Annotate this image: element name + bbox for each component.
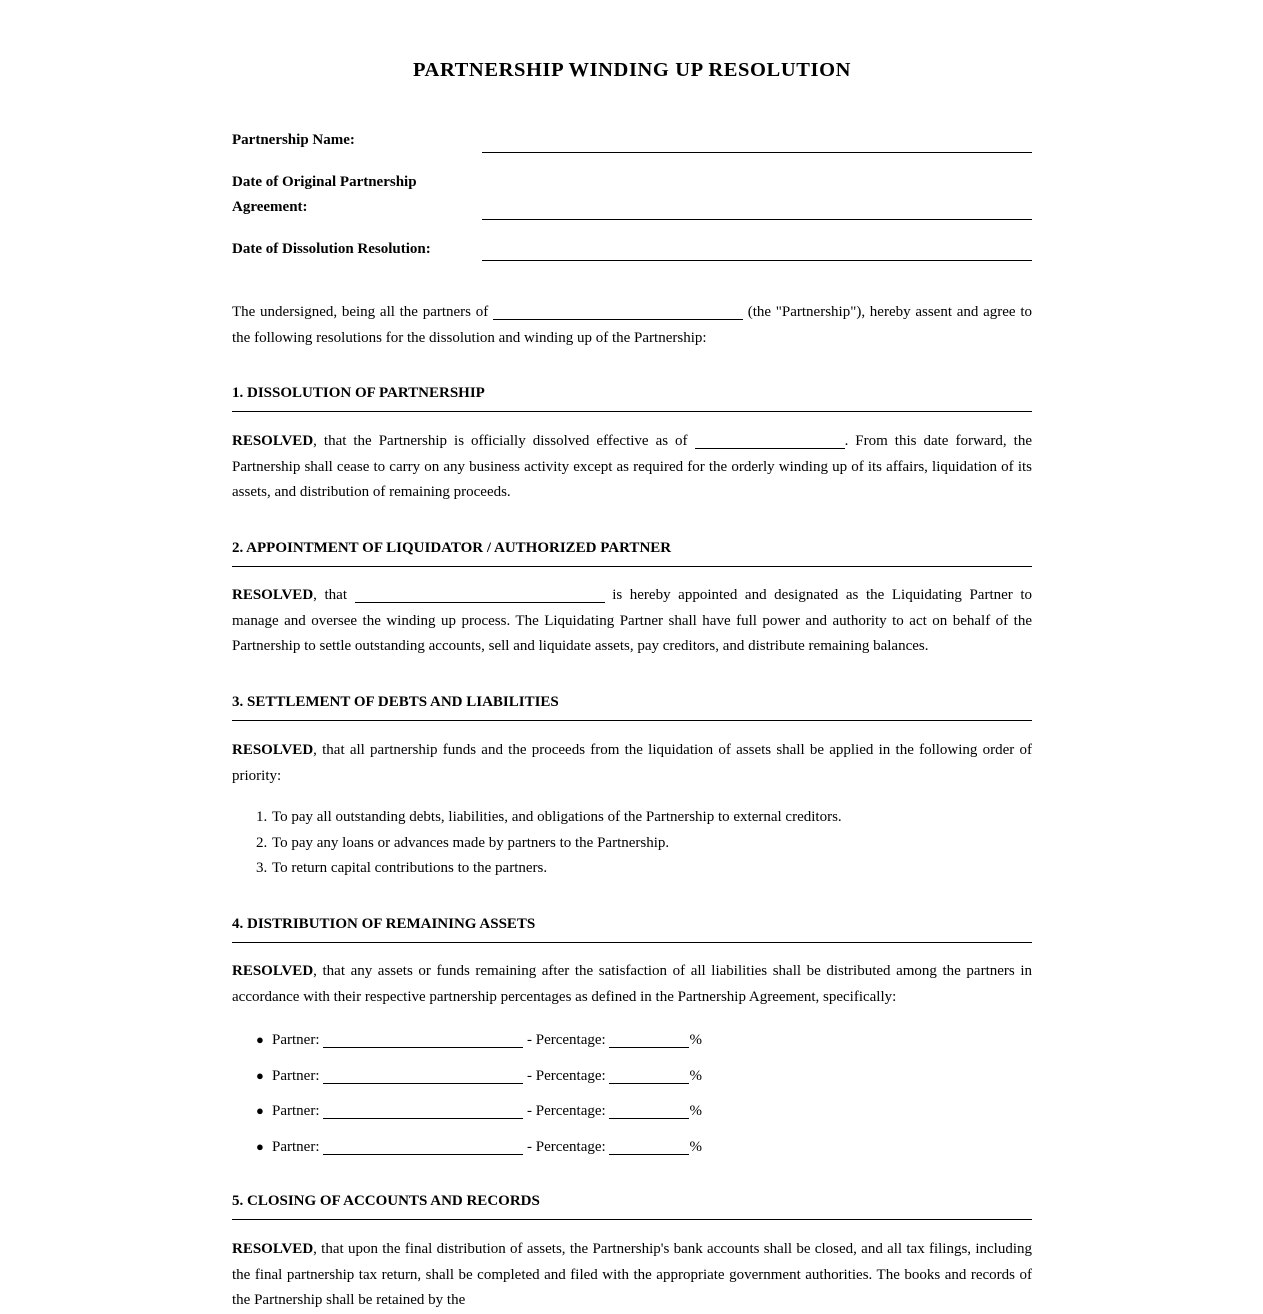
section-2-text-before: , that bbox=[313, 587, 347, 603]
bullet-icon: ● bbox=[256, 1103, 264, 1118]
intro-text-after: (the "Partnership"), hereby assent and agree to the following resolutions for the dissolution and winding up of the Partnership: bbox=[232, 304, 1032, 346]
percent-sign: % bbox=[689, 1067, 702, 1084]
list-item bbox=[256, 1066, 702, 1102]
document-title: PARTNERSHIP WINDING UP RESOLUTION bbox=[412, 59, 852, 81]
section-3-paragraph bbox=[232, 738, 1032, 789]
section-4-paragraph bbox=[232, 959, 1032, 1010]
priority-item-text: To pay any loans or advances made by partners to the Partnership. bbox=[272, 834, 670, 851]
effective-date-blank[interactable] bbox=[695, 432, 845, 449]
partner-name-field[interactable] bbox=[323, 1031, 523, 1048]
list-item: 3. To return capital contributions to the partners. bbox=[256, 860, 548, 876]
liquidating-partner-blank[interactable] bbox=[355, 586, 605, 603]
percentage-label: - Percentage: bbox=[526, 1138, 606, 1155]
original-agreement-date-label-line1: Date of Original Partnership bbox=[232, 174, 417, 190]
percent-sign: % bbox=[689, 1032, 702, 1048]
section-2-heading: 2. APPOINTMENT OF LIQUIDATOR / AUTHORIZED PARTNER bbox=[232, 538, 1032, 567]
priority-item-text: To pay all outstanding debts, liabilities, and obligations of the Partnership to external creditors. bbox=[272, 809, 842, 825]
partner-label: Partner: bbox=[272, 1138, 320, 1155]
bullet-icon: ● bbox=[256, 1032, 264, 1047]
dissolution-date-field[interactable] bbox=[482, 260, 1032, 261]
percentage-field[interactable] bbox=[609, 1138, 689, 1155]
percentage-field[interactable] bbox=[609, 1102, 689, 1119]
list-item: 1. To pay all outstanding debts, liabilities, and obligations of the Partnership to external creditors. bbox=[256, 809, 842, 825]
section-4-text: , that any assets or funds remaining after the satisfaction of all liabilities shall be distributed among the partners in accordance with their respective partnership percentages as defined in the Partnership Agreement, specifically: bbox=[232, 963, 1032, 1005]
percentage-label: - Percentage: bbox=[526, 1103, 606, 1119]
partner-distribution-list bbox=[256, 1030, 702, 1172]
partner-name-field[interactable] bbox=[323, 1102, 523, 1119]
percentage-field[interactable] bbox=[609, 1067, 689, 1084]
percentage-field[interactable] bbox=[609, 1031, 689, 1048]
original-agreement-date-field[interactable] bbox=[482, 219, 1032, 220]
list-item bbox=[256, 1101, 702, 1137]
section-5-heading: 5. CLOSING OF ACCOUNTS AND RECORDS bbox=[232, 1191, 1032, 1220]
resolved-label: RESOLVED bbox=[232, 587, 314, 603]
intro-text-before: The undersigned, being all the partners of bbox=[232, 304, 489, 320]
resolved-label: RESOLVED bbox=[232, 1241, 314, 1257]
resolved-label: RESOLVED bbox=[232, 742, 314, 758]
bullet-icon: ● bbox=[256, 1067, 264, 1083]
resolved-label: RESOLVED bbox=[232, 963, 314, 979]
priority-list bbox=[256, 805, 842, 882]
partner-label: Partner: bbox=[272, 1103, 320, 1119]
section-3-heading: 3. SETTLEMENT OF DEBTS AND LIABILITIES bbox=[232, 692, 1032, 721]
percent-sign: % bbox=[689, 1138, 702, 1155]
section-1-text-after: . From this date forward, the Partnership shall cease to carry on any business activity except as required for the orderly winding up of its affairs, liquidation of its assets, and distribution of remaining proceeds. bbox=[232, 433, 1032, 500]
dissolution-date-label: Date of Dissolution Resolution: bbox=[232, 241, 431, 257]
section-1-text-before: , that the Partnership is officially dissolved effective as of bbox=[313, 433, 688, 449]
resolved-label: RESOLVED bbox=[232, 433, 314, 449]
percentage-label: - Percentage: bbox=[526, 1032, 606, 1048]
section-2-paragraph bbox=[232, 583, 1032, 660]
intro-paragraph bbox=[232, 300, 1032, 351]
priority-item-text: To return capital contributions to the partners. bbox=[272, 860, 548, 876]
partner-label: Partner: bbox=[272, 1032, 320, 1048]
partner-name-field[interactable] bbox=[323, 1067, 523, 1084]
section-4-heading: 4. DISTRIBUTION OF REMAINING ASSETS bbox=[232, 914, 1032, 943]
partner-label: Partner: bbox=[272, 1067, 320, 1084]
list-item bbox=[256, 1137, 702, 1173]
section-5-text: , that upon the final distribution of assets, the Partnership's bank accounts shall be closed, and all tax filings, including the final partnership tax return, shall be completed and filed with the appropriate government authorities. The books and records of the Partnership shall be retained by the bbox=[232, 1241, 1032, 1308]
list-item bbox=[256, 1030, 702, 1066]
section-1-heading: 1. DISSOLUTION OF PARTNERSHIP bbox=[232, 383, 1032, 412]
percentage-label: - Percentage: bbox=[526, 1067, 606, 1084]
percent-sign: % bbox=[689, 1103, 702, 1119]
partner-name-field[interactable] bbox=[323, 1138, 523, 1155]
partnership-name-label: Partnership Name: bbox=[232, 132, 355, 148]
bullet-icon: ● bbox=[256, 1138, 264, 1154]
section-3-text: , that all partnership funds and the proceeds from the liquidation of assets shall be applied in the following order of priority: bbox=[232, 742, 1032, 784]
section-5-paragraph bbox=[232, 1237, 1032, 1314]
list-item: 2. To pay any loans or advances made by partners to the Partnership. bbox=[256, 834, 670, 851]
partnership-name-field[interactable] bbox=[482, 152, 1032, 153]
section-2-text-after: is hereby appointed and designated as the Liquidating Partner to manage and oversee the winding up process. The Liquidating Partner shall have full power and authority to act on behalf of the Partnership to settle outstanding accounts, sell and liquidate assets, pay creditors, and distribute remaining balances. bbox=[232, 587, 1033, 654]
partnership-name-blank[interactable] bbox=[493, 303, 743, 320]
original-agreement-date-label-line2: Agreement: bbox=[232, 199, 308, 215]
section-1-paragraph bbox=[232, 429, 1032, 506]
